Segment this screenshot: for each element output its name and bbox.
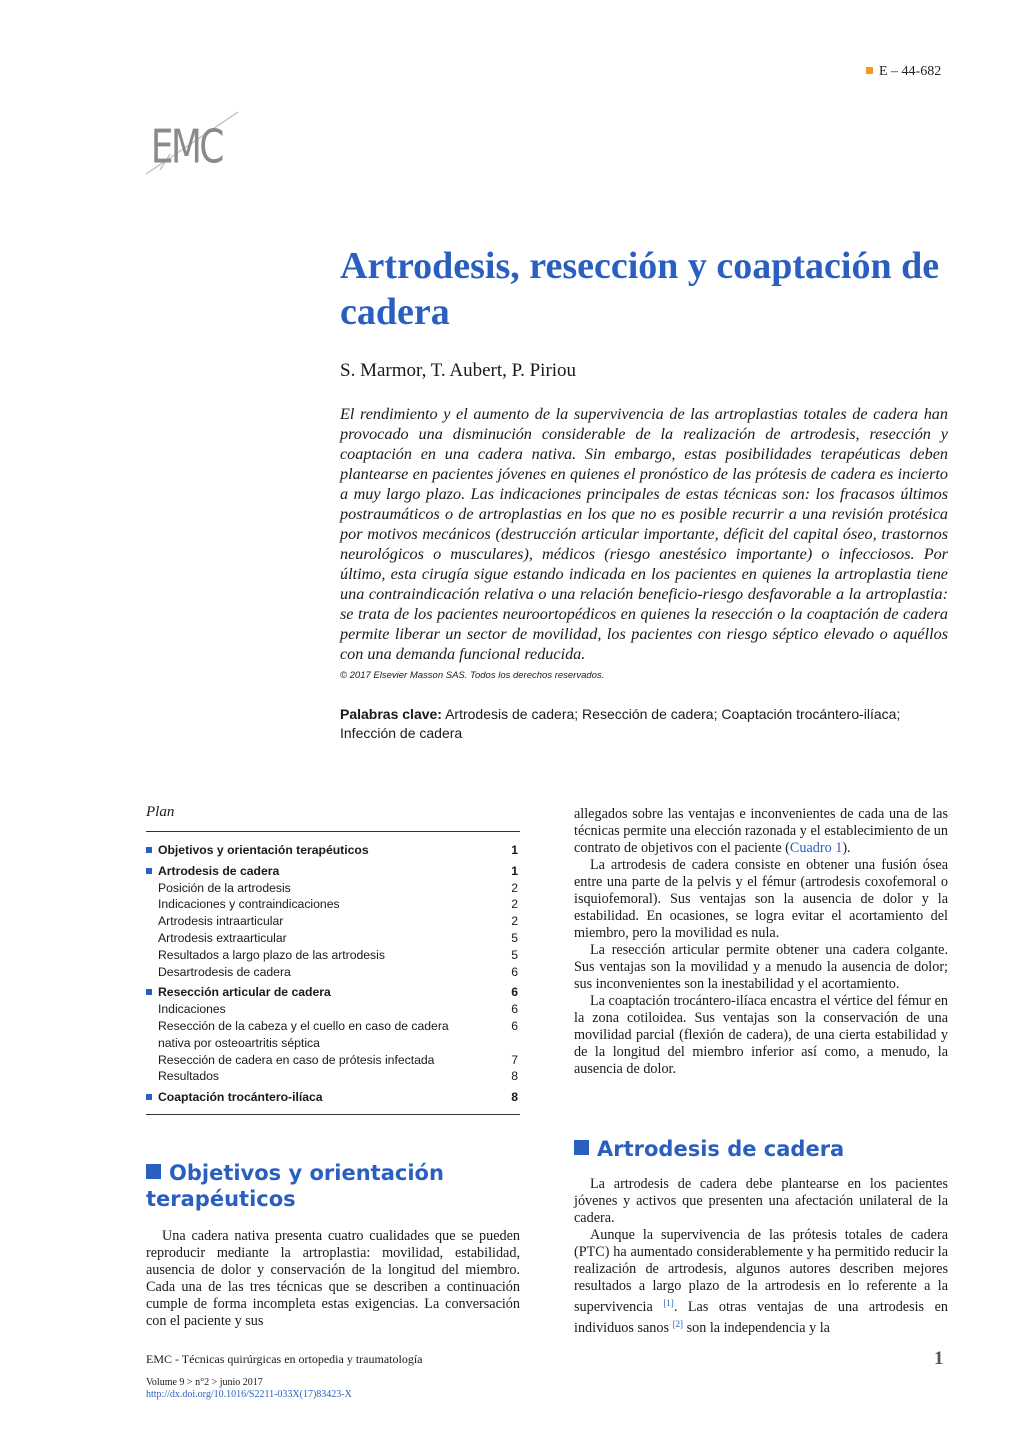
toc-label: Artrodesis de cadera (158, 863, 280, 878)
paragraph-text: allegados sobre las ventajas e inconvenientes de cada una de las técnicas permite una elección razonada y el establecimiento de un contrato de objetivos con el paciente ( (574, 806, 948, 856)
toc-page: 8 (511, 1069, 518, 1084)
toc-label: Resultados (158, 1069, 219, 1084)
toc-label: Desartrodesis de cadera (158, 964, 291, 979)
paragraph-text: La coaptación trocántero-ilíaca encastra el vértice del fémur en la zona cotiloidea. Sus ventajas son la conservación de una movilidad parcial (flexión de cadera), de una cierta estabilidad y de la longitud del miembro inferior así como, a menudo, la ausencia de dolor. (574, 993, 948, 1077)
toc-label: Indicaciones y contraindicaciones (158, 897, 340, 912)
toc-item[interactable] (146, 1018, 520, 1052)
plan-divider (146, 1106, 520, 1115)
copyright: © 2017 Elsevier Masson SAS. Todos los derechos reservados. (340, 670, 605, 681)
toc-page: 2 (511, 880, 518, 895)
section-square-icon (146, 1164, 161, 1179)
keywords-list: Artrodesis de cadera; Resección de cadera; Coaptación trocántero-ilíaca; Infección de cadera (340, 706, 901, 741)
toc-item[interactable] (146, 913, 520, 930)
toc-label: Resultados a largo plazo de las artrodesis (158, 947, 385, 962)
paragraph (574, 942, 948, 993)
paragraph-text: La artrodesis de cadera consiste en obtener una fusión ósea entre una parte de la pelvis y el fémur (artrodesis coxofemoral o isquiofemoral). Sus ventajas son la ausencia de dolor y la estabilidad. En ocasiones, se logra evitar el acortamiento del miembro, pero la movilidad es nula. (574, 857, 948, 941)
toc-page: 1 (511, 843, 518, 857)
paragraph-text: . Las otras ventajas de una artrodesis en individuos sanos (574, 1299, 948, 1336)
toc-bullet-icon (146, 868, 152, 874)
footer-volume: Volume 9 > n°2 > junio 2017 (146, 1377, 263, 1388)
page-number: 1 (934, 1348, 944, 1369)
paragraph (146, 1228, 520, 1330)
toc-item[interactable] (146, 964, 520, 981)
keywords (340, 705, 950, 743)
paragraph (574, 806, 948, 857)
abstract: El rendimiento y el aumento de la supervivencia de las artroplastias totales de cadera han provocado una disminución considerable de la realización de artrodesis, resección y coaptación en una cadera nativa. Sin embargo, estas posibilidades terapéuticas deben plantearse en pacientes jóvenes en quienes el pronóstico de las prótesis de cadera es incierto a muy largo plazo. Las indicaciones principales de estas técnicas son: los fracasos últimos postraumáticos o de artroplastias en los que no es posible recurrir a una revisión protésica por motivos mecánicos (destrucción articular importante, déficit del capital óseo, trastornos neurológicos o musculares), médicos (riesgo anestésico importante) o infecciosos. Por último, esta cirugía sigue estando indicada en los pacientes en quienes la artroplastia tiene una contraindicación relativa o una relación beneficio-riesgo desfavorable a la artroplastia: se trata de los pacientes neuroortopédicos en quienes la resección o la coaptación de cadera permite liberar un sector de movilidad, los pacientes con riesgo séptico elevado o aquéllos con una demanda funcional reducida. (340, 405, 948, 663)
toc-page: 2 (511, 914, 518, 929)
toc-page: 7 (511, 1052, 518, 1067)
paragraph-text: son la independencia y la (683, 1320, 830, 1336)
toc-page: 5 (511, 930, 518, 945)
section-square-icon (574, 1140, 589, 1155)
toc-item[interactable] (146, 880, 520, 897)
footer-journal: EMC - Técnicas quirúrgicas en ortopedia y traumatología (146, 1352, 423, 1366)
toc-page: 2 (511, 897, 518, 912)
article-code (866, 64, 941, 80)
toc-item[interactable] (146, 947, 520, 964)
plan-box (146, 804, 520, 1115)
paragraph (574, 1227, 948, 1337)
toc-label: Objetivos y orientación terapéuticos (158, 843, 369, 857)
toc-label: Posición de la artrodesis (158, 880, 291, 895)
toc-label: Artrodesis intraarticular (158, 914, 284, 929)
toc-page: 6 (511, 985, 518, 1000)
paragraph-text: La resección articular permite obtener una cadera colgante. Sus ventajas son la movilidad y a menudo la ausencia de dolor; sus inconvenientes son la inestabilidad y el acortamiento. (574, 942, 948, 992)
section-heading-artrodesis (574, 1136, 954, 1162)
toc-item[interactable] (146, 863, 520, 880)
toc-page: 5 (511, 947, 518, 962)
section-heading-objetivos (146, 1160, 526, 1212)
toc-bullet-icon (146, 1094, 152, 1100)
plan-title: Plan (146, 804, 520, 832)
emc-logo (140, 96, 250, 176)
paragraph (574, 1176, 948, 1227)
paragraph-text: Aunque la supervivencia de las prótesis totales de cadera (PTC) ha aumentado considerablemente y ha permitido reducir la realización de artrodesis, algunos autores describen mejores resultados a largo plazo de la artrodesis en lo referente a la supervivencia (574, 1227, 948, 1315)
section-body (574, 1176, 948, 1337)
toc-label: Resección de la cabeza y el cuello en caso de cadera nativa por osteoartritis séptica (158, 1018, 449, 1050)
toc-page: 6 (511, 964, 518, 979)
section-heading-text: Objetivos y orientación terapéuticos (146, 1161, 444, 1211)
doi-link[interactable]: http://dx.doi.org/10.1016/S2211-033X(17)83423-X (146, 1389, 352, 1400)
toc-bullet-icon (146, 847, 152, 853)
toc-item[interactable] (146, 1001, 520, 1018)
toc-page: 6 (511, 1018, 518, 1033)
article-code-text: E – 44-682 (879, 64, 942, 79)
reference-link[interactable]: [2] (672, 1319, 684, 1329)
paragraph-text: La artrodesis de cadera debe plantearse en los pacientes jóvenes y activos que presenten una afectación unilateral de la cadera. (574, 1176, 948, 1226)
toc-label: Coaptación trocántero-ilíaca (158, 1090, 323, 1105)
toc-item[interactable] (146, 1052, 520, 1069)
right-column (574, 806, 948, 1078)
table-of-contents (146, 842, 520, 1106)
section-heading-text: Artrodesis de cadera (597, 1137, 845, 1161)
toc-page: 8 (511, 1090, 518, 1105)
toc-label: Resección de cadera en caso de prótesis infectada (158, 1052, 435, 1067)
toc-label: Resección articular de cadera (158, 985, 331, 1000)
cuadro-link[interactable]: Cuadro 1 (789, 840, 843, 856)
toc-item[interactable] (146, 930, 520, 947)
toc-label: Indicaciones (158, 1002, 226, 1017)
keywords-label: Palabras clave: (340, 706, 442, 722)
toc-page: 1 (511, 863, 518, 878)
orange-square-icon (866, 67, 873, 74)
paragraph (574, 993, 948, 1078)
paragraph (574, 857, 948, 942)
paragraph-text: Una cadera nativa presenta cuatro cualidades que se pueden reproducir mediante la artroplastia: movilidad, estabilidad, ausencia de dolor y conservación de la longitud del miembro. Cada una de las tres técnicas que se describen a continuación cumple de forma incompleta estas exigencias. La conversación con el paciente y sus (146, 1228, 520, 1329)
article-title: Artrodesis, resección y coaptación de cadera (340, 245, 940, 333)
authors: S. Marmor, T. Aubert, P. Piriou (340, 360, 577, 381)
toc-item[interactable] (146, 1068, 520, 1085)
paragraph-text: ). (842, 840, 851, 856)
emc-logo-icon (140, 96, 250, 176)
toc-item[interactable] (146, 1089, 520, 1106)
reference-link[interactable]: [1] (663, 1298, 674, 1308)
toc-bullet-icon (146, 989, 152, 995)
toc-item[interactable] (146, 896, 520, 913)
toc-page: 6 (511, 1002, 518, 1017)
toc-label: Artrodesis extraarticular (158, 930, 287, 945)
toc-item[interactable] (146, 842, 520, 859)
toc-item[interactable] (146, 984, 520, 1001)
logo-text: EMC (150, 120, 222, 174)
